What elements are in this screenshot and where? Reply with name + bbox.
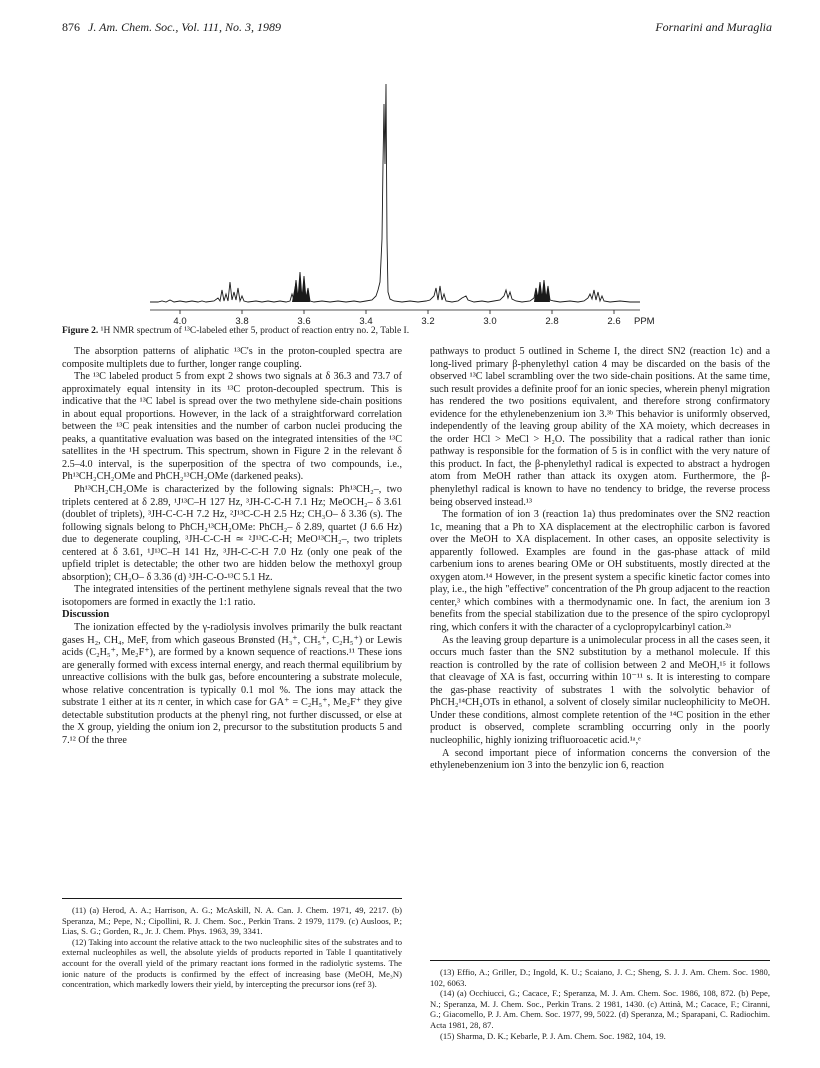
axis-tick-label: 2.8 bbox=[545, 316, 559, 327]
body-paragraph: The ionization effected by the γ-radiolysis involves primarily the bulk reactant gases H₂, CH₄, MeF, from which gaseous Brønsted (H₃⁺, CH₅⁺, C₂H₅⁺) or Lewis acids (C₂H₅⁺, Me₂F⁺), are formed by a known sequence of reactions.¹¹ These ions are generally formed with excess internal energy, and reach thermal equilibrium by unreactive collisions with the bulk gas, before encountering a substrate molecule, whose relative concentration is typically 0.1 mol %. The ions may attack the substrate 1 either at its π center, in which case for GA⁺ = C₂H₅⁺, Me₂F⁺ they give detectable substitution products at the phenyl ring, not further discussed, or else at the X group, yielding the onium ion 2, precursor to the substitution products 5 and 7.¹² Of the three bbox=[62, 622, 402, 746]
right-column bbox=[430, 346, 770, 773]
figure-caption-label: Figure 2. bbox=[62, 326, 99, 336]
figure-caption-text: ¹H NMR spectrum of ¹³C-labeled ether 5, product of reaction entry no. 2, Table I. bbox=[100, 326, 410, 336]
body-paragraph: The formation of ion 3 (reaction 1a) thus predominates over the SN2 reaction 1c, meaning that a Ph to XA displacement at the electrophilic carbon is favored over the MeOH to XA displacement. In other cases, an opposite selectivity is apparently followed. Examples are found in the gas-phase attack of mild carbenium ions to arenes bearing OMe or OH substituents, mostly directed at the oxygen atom.¹⁴ However, in the present system a specific kinetic factor comes into play, i.e., the high "effective" concentration of the Ph group adjacent to the reaction center,³ which combines with a thermodynamic one. In fact, the arenium ion 3 benefits from the special stabilization due to the presence of the spiro cyclopropyl ring, which confers it with the character of a cyclopropylcarbinyl cation.²ᵃ bbox=[430, 509, 770, 634]
axis-tick-label: 3.6 bbox=[297, 316, 311, 327]
figure-caption bbox=[62, 325, 772, 337]
left-column bbox=[62, 346, 402, 748]
section-heading: Discussion bbox=[62, 609, 110, 621]
footnote: (15) Sharma, D. K.; Kebarle, P. J. Am. Chem. Soc. 1982, 104, 19. bbox=[440, 1030, 666, 1041]
page-number: 876 bbox=[62, 20, 80, 34]
axis-tick-label: 2.6 bbox=[607, 316, 621, 327]
footnotes-left bbox=[62, 898, 402, 990]
footnotes-right bbox=[430, 960, 770, 1041]
footnote: (13) Effio, A.; Griller, D.; Ingold, K. U.; Scaiano, J. C.; Sheng, S. J. J. Am. Chem. Soc. 1980, 102, 6063. bbox=[430, 967, 770, 988]
axis-tick-marks bbox=[180, 310, 614, 314]
footnote: (14) (a) Occhiucci, G.; Cacace, F.; Speranza, M. J. Am. Chem. Soc. 1986, 108, 872. (b) Pepe, N.; Speranza, M. J. Chem. Soc., Perkin Trans. 2 1981, 1430. (c) Attinà, M.; Cacace, F.; Ciranni, G.; Giacomello, P. J. Am. Chem. Soc. 1977, 99, 5022. (d) Speranza, M.; Sparapani, C. Radiochim. Acta 1981, 28, 87. bbox=[430, 988, 770, 1030]
author-names: Fornarini and Muraglia bbox=[655, 20, 772, 34]
body-paragraph: The integrated intensities of the pertinent methylene signals reveal that the two isotopomers are formed in exactly the 1:1 ratio. bbox=[62, 584, 402, 608]
axis-tick-label: 3.2 bbox=[421, 316, 435, 327]
journal-citation: J. Am. Chem. Soc., Vol. 111, No. 3, 1989 bbox=[88, 20, 281, 34]
body-paragraph: The absorption patterns of aliphatic ¹³C's in the proton-coupled spectra are composite multiplets due to further, longer range coupling. bbox=[62, 346, 402, 370]
body-paragraph: As the leaving group departure is a unimolecular process in all the cases seen, it occurs much faster than the SN2 substitution by a methanol molecule. If this reaction is controlled by the rate of collision between 2 and MeOH,¹⁵ it follows that cleavage of XA is fast, occurring within 10⁻¹¹ s. It is interesting to compare the gas-phase reactivity of substrates 1 with the solvolytic behavior of PhCH₂¹⁴CH₂OTs in ethanol, a solvent of closely similar nucleophilicity to MeOH. Under these conditions, almost complete retention of the ¹⁴C position in the ether product is observed, complete scrambling occurring only in the poorly nucleophilic, highly ionizing trifluoroacetic acid.¹ᵃ,ᵉ bbox=[430, 634, 770, 746]
footnote: (12) Taking into account the relative attack to the two nucleophilic sites of the substrates and to external nucleophiles as well, the absolute yields of products reported in Table I quantitatively account for the overall yield of the primary reactant ions formed in the radiolytic systems. The ionic nature of the products is confirmed by the effect of increasing base (MeOH, Me₃N) concentration, which markedly lowers their yield, by intercepting the precursor ions (ref 3). bbox=[62, 936, 402, 990]
nmr-spectrum bbox=[150, 44, 655, 327]
body-paragraph: The ¹³C labeled product 5 from expt 2 shows two signals at δ 36.3 and 73.7 of approximately equal intensity in its ¹³C proton-decoupled spectrum. This is indicative that the ¹³C label is spread over the two methylene side-chain positions in about equal proportions. However, in the lack of a straightforward correlation between the ¹³C peak intensities and the number of carbon nuclei producing the peaks, a quantitative evaluation was based on the integrated intensities of the ¹³C satellites in the ¹H spectrum. This spectrum, shown in Figure 2 in the relevant δ 2.5–4.0 interval, is the superposition of the spectra of two compounds, i.e., Ph¹³CH₂CH₂OMe and PhCH₂¹³CH₂OMe (darkened peaks). bbox=[62, 371, 402, 483]
body-paragraph: pathways to product 5 outlined in Scheme I, the direct SN2 (reaction 1c) and a long-lived primary β-phenylethyl cation 4 may be discarded on the basis of the observed ¹³C label scrambling over the two side-chain positions. At the same time, such result provides a definite proof for an ionic species, wherein phenyl migration has rendered the two positions equivalent, and therefore strong confirmatory evidence for the ethylenebenzenium ion 3.³ᵇ This behavior is uniformly observed, independently of the leaving group ability of the XA moiety, which decreases in the order HCl > MeCl > H₂O. The possibility that a radical rather than ionic pathway is responsible for the formation of 5 is in conflict with the very nature of this product. In fact, the β-phenylethyl radical is expected to abstract a hydrogen atom from MeOH rather than attack its oxygen atom. Furthermore, the β-phenylethyl radical is known to have no tendency to bridge, the reverse process being observed instead.¹³ bbox=[430, 346, 770, 508]
body-paragraph: Ph¹³CH₂CH₂OMe is characterized by the following signals: Ph¹³CH₂–, two triplets centered at δ 2.89, ¹J¹³C–H 127 Hz, ³JH-C-C-H 7.1 Hz; MeOCH₂– δ 3.61 (doublet of triplets), ³JH-C-C-H 7.2 Hz, ²J¹³C-C-H 2.5 Hz; CH₃O– δ 3.36 (s). The following signals belong to PhCH₂¹³CH₂OMe: PhCH₂– δ 2.89, quartet (J 6.6 Hz) due to degenerate coupling, ³JH-C-C-H ≃ ²J¹³C-C-H; MeO¹³CH₂–, two triplets centered at δ 3.61, ¹J¹³C–H 141 Hz, ³JH-C-C-H 7.0 Hz (only one peak of the upfield triplet is detectable; the other two are hidden below the methoxyl group absorption); CH₃O– δ 3.36 (d) ³JH-C-O-¹³C 5.1 Hz. bbox=[62, 484, 402, 583]
axis-tick-label: 3.4 bbox=[359, 316, 373, 327]
axis-unit-label: PPM bbox=[634, 316, 655, 327]
axis-tick-label: 3.0 bbox=[483, 316, 497, 327]
footnote: (11) (a) Herod, A. A.; Harrison, A. G.; McAskill, N. A. Can. J. Chem. 1971, 49, 2217. (b) Speranza, M.; Pepe, N.; Cipollini, R. J. Chem. Soc., Perkin Trans. 2 1979, 1179. (c) Ausloos, P.; Lias, S. G.; Gorden, R., Jr. J. Chem. Phys. 1963, 39, 3341. bbox=[62, 905, 402, 937]
axis-tick-label: 4.0 bbox=[173, 316, 187, 327]
spectrum-trace bbox=[150, 84, 640, 302]
body-paragraph: A second important piece of information concerns the conversion of the ethylenebenzenium ion 3 into the benzylic ion 6, reaction bbox=[430, 747, 770, 772]
running-header bbox=[62, 20, 772, 36]
axis-tick-label: 3.8 bbox=[235, 316, 249, 327]
